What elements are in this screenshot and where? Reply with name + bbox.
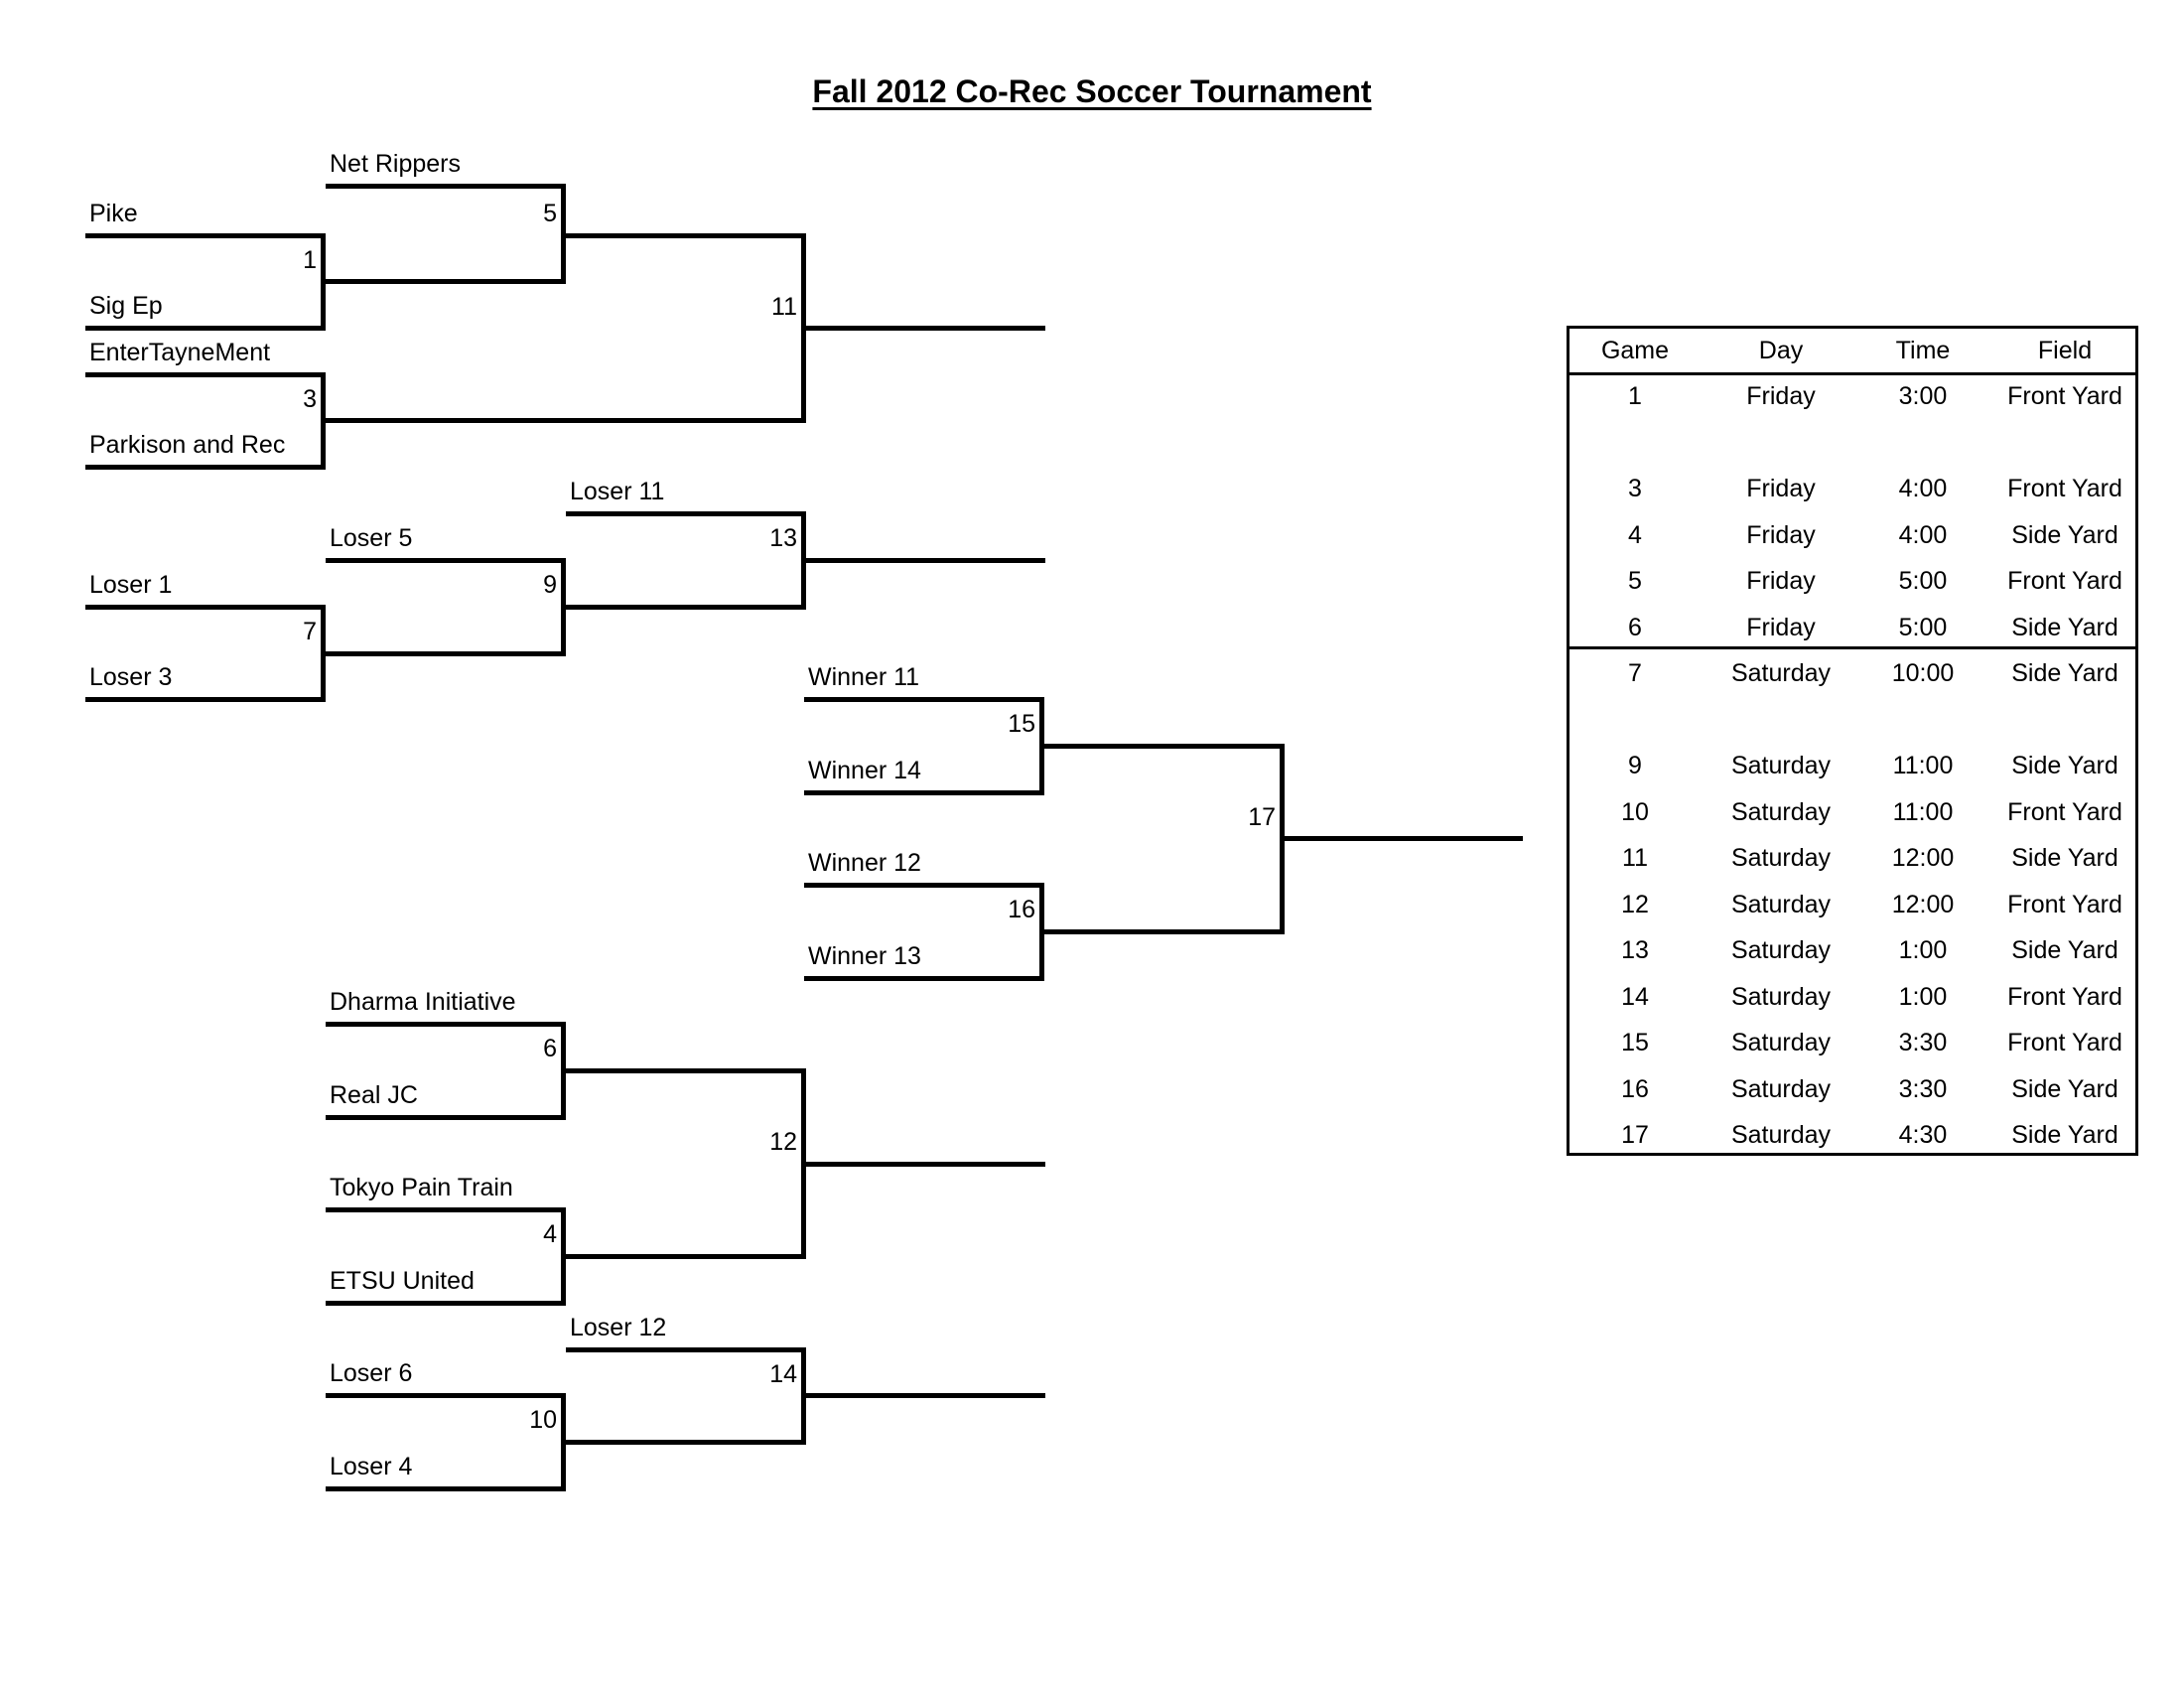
game-number-14: 14: [769, 1360, 797, 1388]
column-header-day: Day: [1758, 337, 1804, 364]
champion-line: [1285, 836, 1523, 841]
slot-line: [326, 1207, 566, 1212]
game-number-5: 5: [543, 200, 557, 227]
game-number-15: 15: [1008, 710, 1035, 738]
table-row: [1570, 1025, 2135, 1060]
time-cell: 4:00: [1898, 475, 1948, 502]
time-cell: 3:30: [1898, 1075, 1948, 1103]
time-cell: 3:00: [1898, 382, 1948, 410]
column-header-game: Game: [1600, 337, 1670, 364]
game-cell: 11: [1622, 844, 1648, 872]
field-cell: Side Yard: [2011, 614, 2118, 641]
time-cell: 5:00: [1898, 614, 1948, 641]
table-row: [1570, 1071, 2135, 1107]
team-label-loser-3: Loser 3: [89, 663, 173, 691]
game-cell: 10: [1621, 798, 1649, 826]
table-row: [1570, 655, 2135, 691]
game-cell: 6: [1628, 614, 1642, 641]
time-cell: [1853, 425, 1992, 461]
time-cell: 1:00: [1898, 936, 1948, 964]
field-cell: Side Yard: [2011, 752, 2118, 779]
team-label-pike: Pike: [89, 200, 138, 227]
game-number-4: 4: [543, 1220, 557, 1248]
field-cell: Side Yard: [2011, 1075, 2118, 1103]
game-number-3: 3: [303, 385, 317, 413]
day-cell: Saturday: [1730, 1029, 1832, 1056]
day-cell: Saturday: [1730, 1075, 1832, 1103]
team-label-dharma: Dharma Initiative: [330, 988, 516, 1016]
day-cell: Friday: [1746, 567, 1816, 595]
field-cell: Side Yard: [2011, 844, 2118, 872]
field-cell: Side Yard: [2011, 659, 2118, 687]
slot-line: [326, 1022, 566, 1027]
game-cell: 15: [1621, 1029, 1649, 1056]
day-cell: Friday: [1746, 521, 1816, 549]
slot-line: [804, 976, 1044, 981]
day-cell: [1708, 702, 1853, 738]
field-cell: [1992, 702, 2137, 738]
game-number-6: 6: [543, 1035, 557, 1062]
time-cell: 4:00: [1898, 521, 1948, 549]
slot-line: [326, 1486, 566, 1491]
table-row: [1570, 517, 2135, 553]
game-cell: 9: [1628, 752, 1642, 779]
header-divider: [1570, 372, 2135, 375]
team-label-winner-11: Winner 11: [808, 663, 920, 691]
game-number-17: 17: [1248, 803, 1276, 831]
slot-line: [1044, 929, 1285, 934]
game-number-16: 16: [1008, 896, 1035, 923]
table-row: [1570, 840, 2135, 876]
page-title: Fall 2012 Co-Rec Soccer Tournament: [812, 73, 1372, 109]
slot-line: [806, 1393, 1045, 1398]
slot-line: [804, 790, 1044, 795]
game-cell: [1570, 702, 1701, 738]
slot-line: [326, 1301, 566, 1306]
game-number-12: 12: [769, 1128, 797, 1156]
team-label-winner-12: Winner 12: [808, 849, 921, 877]
team-label-winner-14: Winner 14: [808, 757, 921, 784]
day-cell: Friday: [1746, 382, 1816, 410]
team-label-parkison: Parkison and Rec: [89, 431, 286, 459]
game-number-10: 10: [529, 1406, 557, 1434]
field-cell: Front Yard: [2007, 891, 2122, 918]
slot-line: [326, 418, 806, 423]
time-cell: 4:30: [1898, 1121, 1948, 1149]
day-cell: Friday: [1746, 475, 1816, 502]
table-row: [1570, 1117, 2135, 1153]
slot-line: [326, 184, 566, 189]
field-cell: Side Yard: [2011, 521, 2118, 549]
game-cell: 3: [1628, 475, 1642, 502]
slot-line: [85, 233, 326, 238]
table-row: [1570, 471, 2135, 506]
day-cell: Saturday: [1730, 659, 1832, 687]
slot-line: [804, 697, 1044, 702]
time-cell: 1:00: [1898, 983, 1948, 1011]
game-cell: 4: [1628, 521, 1642, 549]
day-cell: Saturday: [1730, 752, 1832, 779]
slot-line: [566, 511, 806, 516]
day-cell: Saturday: [1730, 983, 1832, 1011]
field-cell: [1992, 425, 2137, 461]
time-cell: 5:00: [1898, 567, 1948, 595]
time-cell: 11:00: [1892, 752, 1954, 779]
game-cell: 12: [1621, 891, 1649, 918]
table-header-row: [1570, 333, 2135, 368]
slot-line: [566, 1068, 806, 1073]
game-cell: 1: [1628, 382, 1642, 410]
team-label-loser-4: Loser 4: [330, 1453, 413, 1480]
column-header-time: Time: [1895, 337, 1951, 364]
game-cell: 16: [1621, 1075, 1649, 1103]
team-label-loser-11: Loser 11: [570, 478, 665, 505]
table-row: [1570, 748, 2135, 783]
team-label-entertaynement: EnterTayneMent: [89, 339, 271, 366]
column-header-field: Field: [2037, 337, 2093, 364]
table-row: [1570, 932, 2135, 968]
field-cell: Front Yard: [2007, 475, 2122, 502]
game-number-13: 13: [769, 524, 797, 552]
day-cell: Saturday: [1730, 891, 1832, 918]
time-cell: 11:00: [1892, 798, 1954, 826]
time-cell: 3:30: [1898, 1029, 1948, 1056]
game-cell: 14: [1621, 983, 1649, 1011]
time-cell: 12:00: [1891, 844, 1955, 872]
table-row: [1570, 979, 2135, 1015]
slot-line: [85, 372, 326, 377]
slot-line: [85, 697, 326, 702]
game-number-7: 7: [303, 618, 317, 645]
slot-line: [326, 1393, 566, 1398]
team-label-loser-5: Loser 5: [330, 524, 413, 552]
slot-line: [566, 233, 806, 238]
team-label-loser-12: Loser 12: [570, 1314, 667, 1341]
day-cell: Friday: [1746, 614, 1816, 641]
table-row: [1570, 610, 2135, 645]
game-number-11: 11: [771, 293, 797, 321]
team-label-loser-1: Loser 1: [89, 571, 173, 599]
schedule-table: [1567, 326, 2138, 1156]
slot-line: [566, 1254, 806, 1259]
field-cell: Side Yard: [2011, 936, 2118, 964]
field-cell: Front Yard: [2007, 567, 2122, 595]
table-row: [1570, 425, 2135, 461]
slot-line: [85, 465, 326, 470]
team-label-loser-6: Loser 6: [330, 1359, 413, 1387]
field-cell: Front Yard: [2007, 983, 2122, 1011]
game-cell: 7: [1628, 659, 1642, 687]
team-label-winner-13: Winner 13: [808, 942, 921, 970]
slot-line: [566, 1347, 806, 1352]
slot-line: [566, 605, 806, 610]
team-label-net-rippers: Net Rippers: [330, 150, 461, 178]
slot-line: [85, 605, 326, 610]
team-label-etsu: ETSU United: [330, 1267, 475, 1295]
field-cell: Side Yard: [2011, 1121, 2118, 1149]
game-cell: 13: [1621, 936, 1649, 964]
day-divider: [1570, 646, 2135, 649]
slot-line: [804, 883, 1044, 888]
slot-line: [1044, 744, 1285, 749]
table-row: [1570, 887, 2135, 922]
table-row: [1570, 794, 2135, 830]
day-cell: Saturday: [1730, 844, 1832, 872]
time-cell: 10:00: [1891, 659, 1955, 687]
field-cell: Front Yard: [2007, 1029, 2122, 1056]
team-label-sig-ep: Sig Ep: [89, 292, 163, 320]
time-cell: [1853, 702, 1992, 738]
slot-line: [326, 1115, 566, 1120]
field-cell: Front Yard: [2007, 798, 2122, 826]
table-row: [1570, 378, 2135, 414]
game-number-9: 9: [543, 571, 557, 599]
game-number-1: 1: [303, 246, 317, 274]
game-cell: [1570, 425, 1701, 461]
slot-line: [806, 1162, 1045, 1167]
day-cell: Saturday: [1730, 1121, 1832, 1149]
slot-line: [85, 326, 326, 331]
day-cell: Saturday: [1730, 936, 1832, 964]
day-cell: Saturday: [1730, 798, 1832, 826]
slot-line: [806, 326, 1045, 331]
slot-line: [326, 279, 566, 284]
day-cell: [1708, 425, 1853, 461]
table-row: [1570, 702, 2135, 738]
slot-line: [566, 1440, 806, 1445]
game-cell: 5: [1628, 567, 1642, 595]
slot-line: [326, 651, 566, 656]
field-cell: Front Yard: [2007, 382, 2122, 410]
time-cell: 12:00: [1891, 891, 1955, 918]
team-label-real-jc: Real JC: [330, 1081, 418, 1109]
game-cell: 17: [1621, 1121, 1649, 1149]
team-label-tokyo: Tokyo Pain Train: [330, 1174, 513, 1201]
slot-line: [326, 558, 566, 563]
table-row: [1570, 563, 2135, 599]
slot-line: [806, 558, 1045, 563]
